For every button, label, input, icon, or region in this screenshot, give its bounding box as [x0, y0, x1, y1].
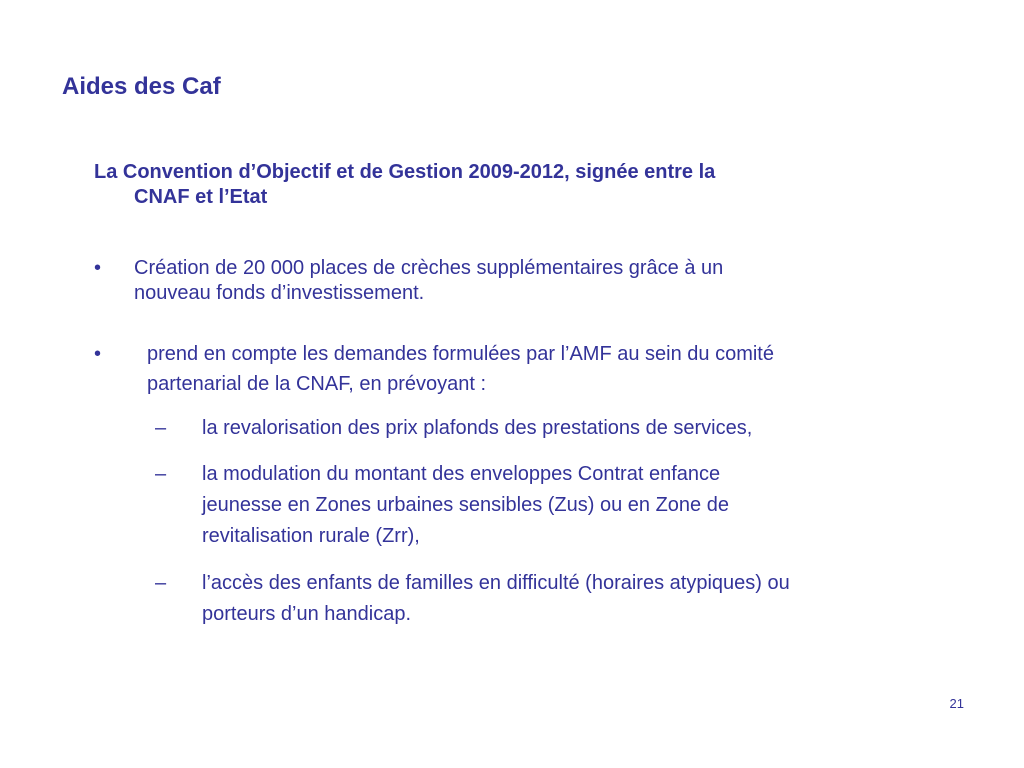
- bullet-1-line-2: nouveau fonds d’investissement.: [134, 282, 425, 304]
- section-heading-line-2: CNAF et l’Etat: [134, 186, 268, 208]
- bullet-marker: •: [94, 343, 102, 365]
- dash-marker: –: [155, 572, 167, 594]
- bullet-1-line-1: Création de 20 000 places de crèches supplémentaires grâce à un: [134, 257, 724, 279]
- slide-title: Aides des Caf: [62, 73, 221, 100]
- dash-marker: –: [155, 463, 167, 485]
- section-heading: [94, 160, 914, 210]
- sub-item-2-line-2: jeunesse en Zones urbaines sensibles (Zus) ou en Zone de: [202, 494, 729, 516]
- sub-item-1-line-1: la revalorisation des prix plafonds des prestations de services,: [202, 417, 753, 439]
- bullet-2-line-1: prend en compte les demandes formulées par l’AMF au sein du comité: [147, 343, 774, 365]
- sub-item-2-line-3: revitalisation rurale (Zrr),: [202, 525, 420, 547]
- sub-item-3-line-2: porteurs d’un handicap.: [202, 603, 412, 625]
- sub-item-2-line-1: la modulation du montant des enveloppes Contrat enfance: [202, 463, 721, 485]
- bullet-marker: •: [94, 257, 102, 279]
- dash-marker: –: [155, 417, 167, 439]
- bullet-2-line-2: partenarial de la CNAF, en prévoyant :: [147, 373, 487, 395]
- page-number: 21: [949, 696, 964, 711]
- section-heading-line-1: La Convention d’Objectif et de Gestion 2009-2012, signée entre la: [94, 161, 716, 183]
- sub-item-3-line-1: l’accès des enfants de familles en difficulté (horaires atypiques) ou: [202, 572, 790, 594]
